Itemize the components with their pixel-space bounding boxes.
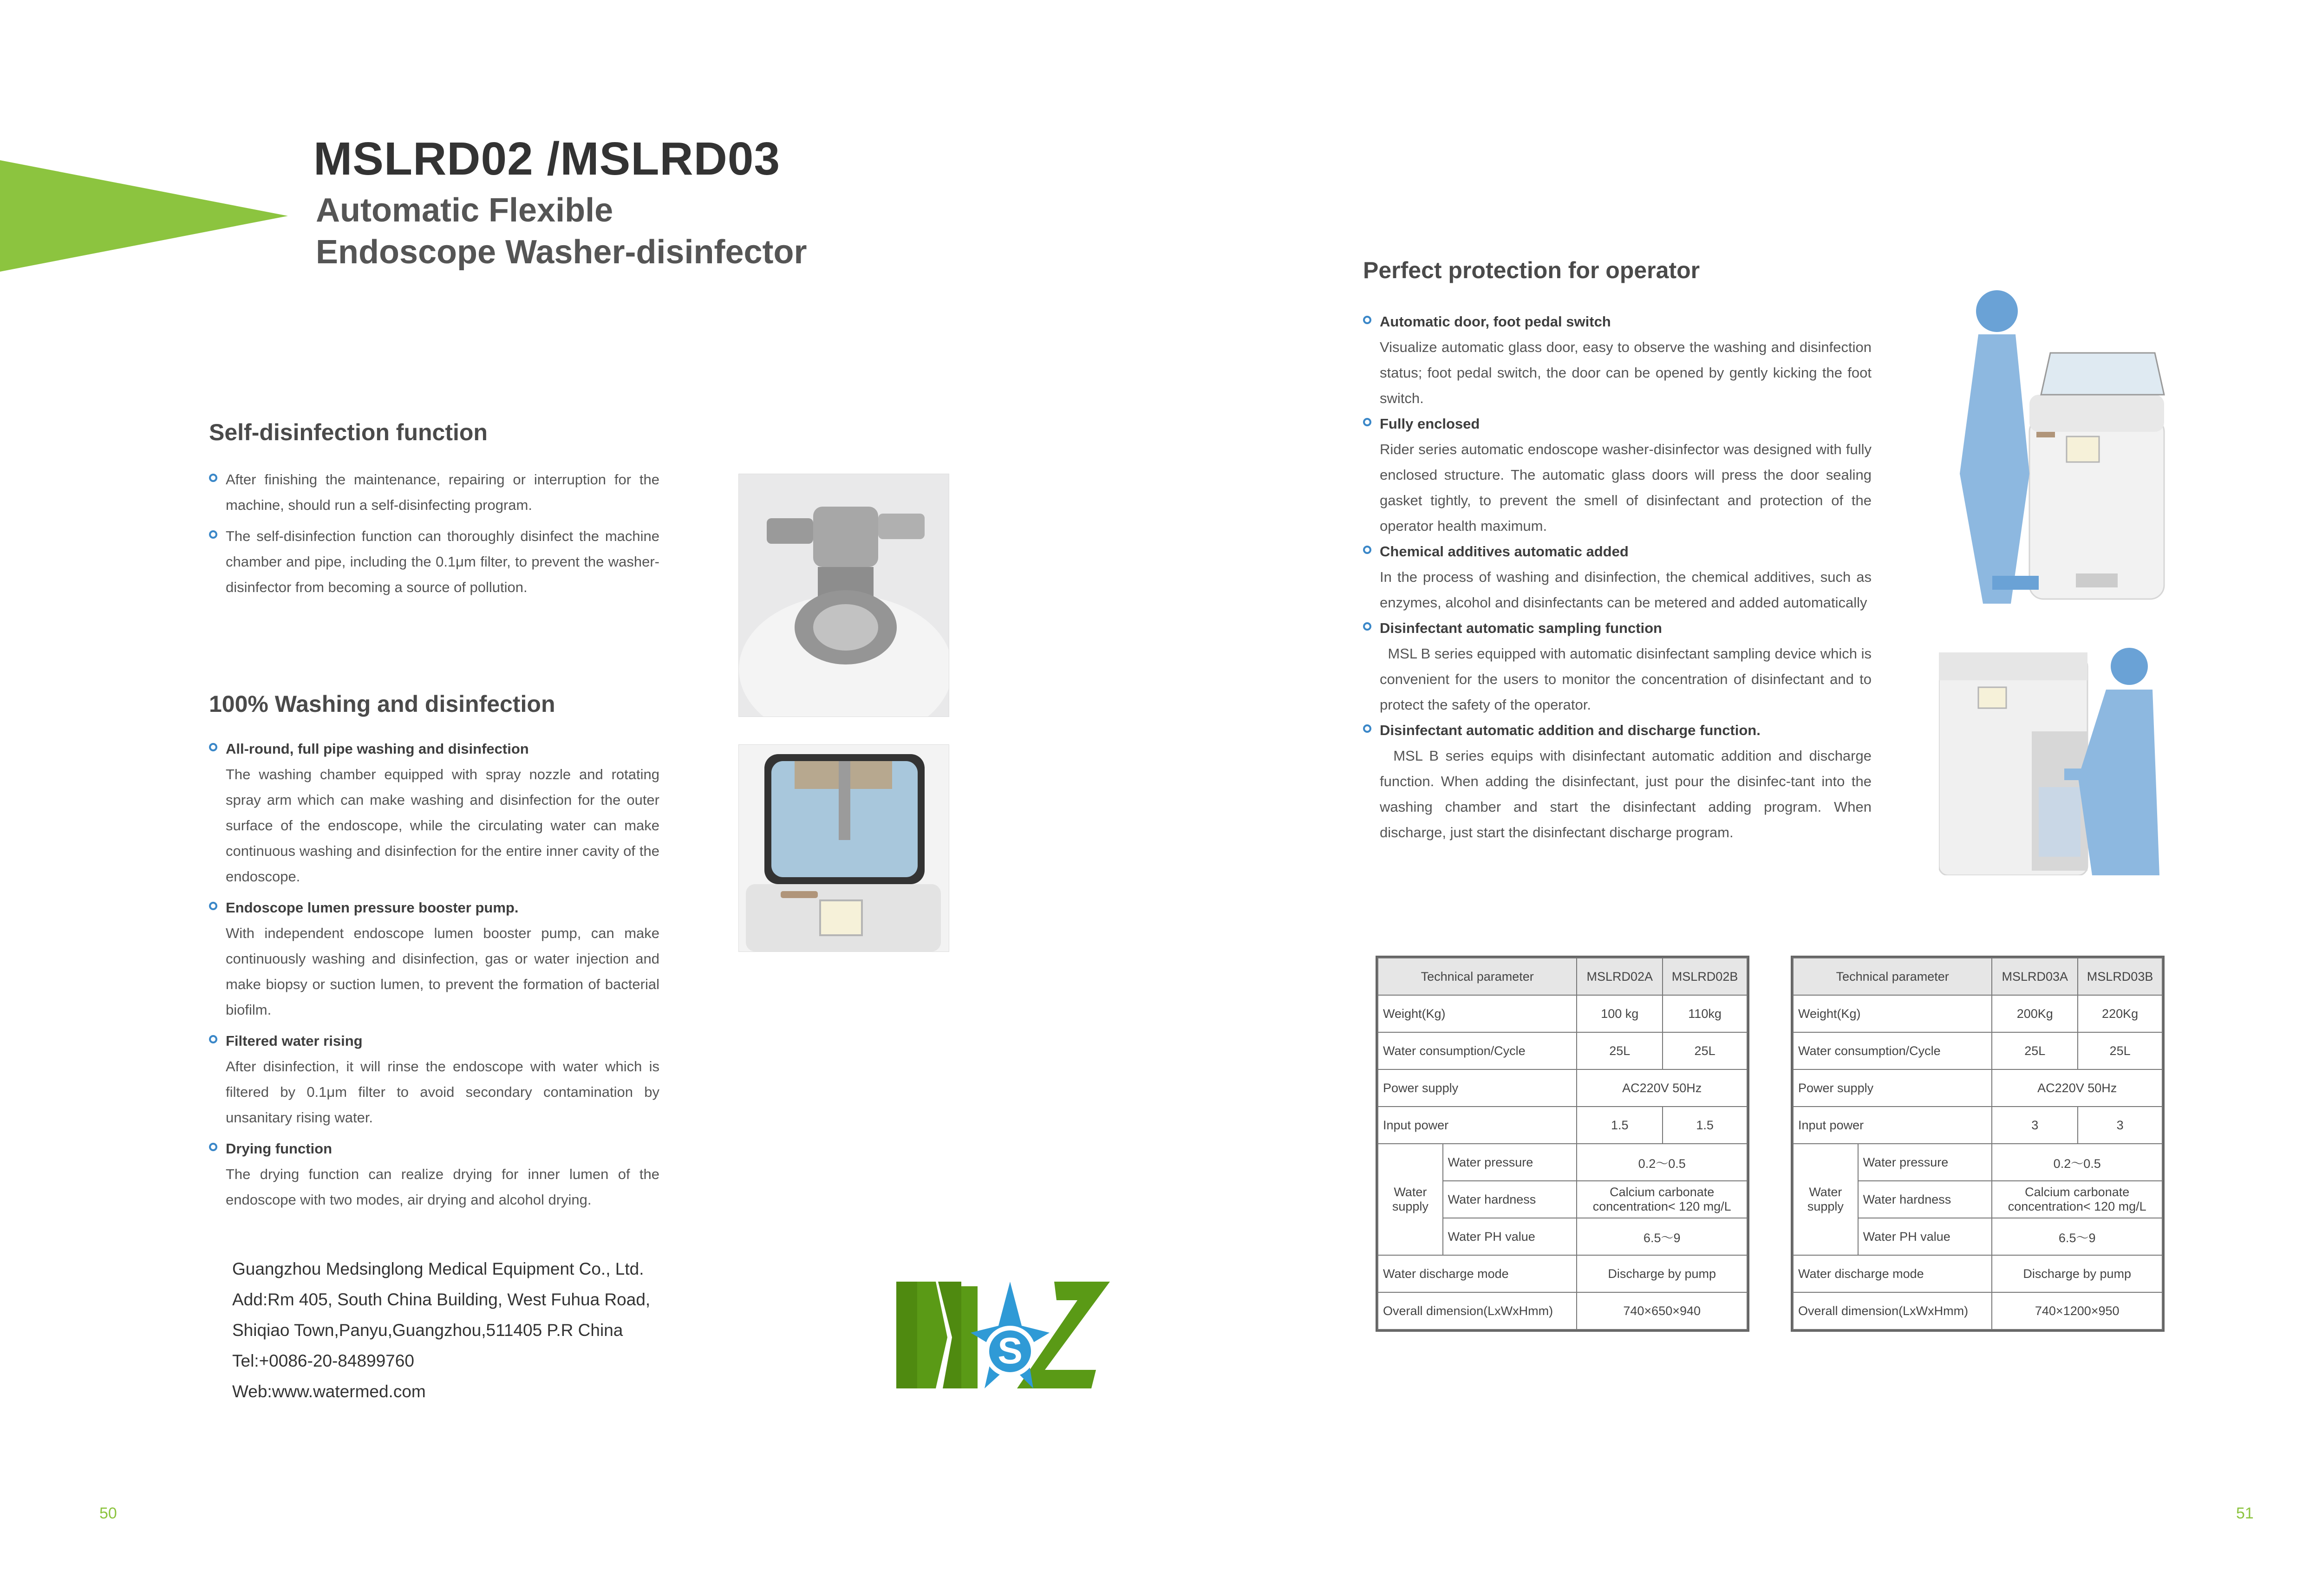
table-cell: Water supply bbox=[1793, 1144, 1858, 1255]
table-header-row bbox=[1378, 958, 1747, 995]
logo-letter: S bbox=[998, 1330, 1023, 1371]
table-cell: Input power bbox=[1378, 1107, 1577, 1144]
table-row bbox=[1378, 1144, 1747, 1181]
table-cell: 25L bbox=[1577, 1032, 1663, 1069]
table-cell: Water discharge mode bbox=[1378, 1255, 1577, 1292]
company-address-line-1: Add:Rm 405, South China Building, West Fuhua Road, bbox=[232, 1290, 651, 1309]
table-cell: Water consumption/Cycle bbox=[1793, 1032, 1992, 1069]
table-cell: Input power bbox=[1793, 1107, 1992, 1144]
table-cell: Water PH value bbox=[1443, 1218, 1577, 1255]
table-header-cell: Technical parameter bbox=[1793, 958, 1992, 995]
table-header-cell: MSLRD03B bbox=[2078, 958, 2162, 995]
table-row bbox=[1378, 1255, 1747, 1292]
table-row bbox=[1793, 1069, 2162, 1107]
table-cell: Weight(Kg) bbox=[1793, 995, 1992, 1032]
table-row bbox=[1793, 1292, 2162, 1329]
company-website: Web:www.watermed.com bbox=[232, 1382, 426, 1401]
company-name: Guangzhou Medsinglong Medical Equipment Co., Ltd. bbox=[232, 1259, 644, 1278]
spec-table-mslrd02 bbox=[1377, 958, 1748, 1330]
operator-foot-pedal-illustration bbox=[1950, 279, 2169, 604]
bullet-icon bbox=[1363, 622, 1371, 631]
table-cell: Discharge by pump bbox=[1992, 1255, 2162, 1292]
table-cell: Discharge by pump bbox=[1577, 1255, 1747, 1292]
table-row bbox=[1378, 1032, 1747, 1069]
table-cell: Overall dimension(LxWxHmm) bbox=[1378, 1292, 1577, 1329]
washing-features-list bbox=[209, 736, 659, 1212]
list-item: After finishing the maintenance, repairing or interruption for the machine, should run a self-disinfecting program. bbox=[209, 467, 659, 518]
table-cell: 1.5 bbox=[1577, 1107, 1663, 1144]
table-row bbox=[1378, 995, 1747, 1032]
sampling-device-photo bbox=[1939, 638, 2159, 875]
washing-disinfection-title: 100% Washing and disinfection bbox=[209, 691, 555, 717]
table-header-cell: MSLRD02B bbox=[1663, 958, 1747, 995]
table-cell: 25L bbox=[2078, 1032, 2162, 1069]
list-item: Fully enclosed Rider series automatic endoscope washer-disinfector was designed with fully enclosed structure. The automatic glass doors will press the door sealing gasket tightly, to prevent the smell of disinfectant and protection of the operator health maximum. bbox=[1363, 411, 1872, 539]
table-cell: 0.2～0.5 bbox=[1992, 1144, 2162, 1181]
table-cell: 6.5～9 bbox=[1992, 1218, 2162, 1255]
bullet-icon bbox=[209, 902, 217, 910]
table-cell: 740×650×940 bbox=[1577, 1292, 1747, 1329]
list-item: Filtered water rising After disinfection, it will rinse the endoscope with water which is filtered by 0.1μm filter to avoid secondary contamination by unsanitary rising water. bbox=[209, 1028, 659, 1130]
msl-logo bbox=[896, 1282, 1110, 1393]
bullet-icon bbox=[1363, 724, 1371, 733]
operator-protection-title: Perfect protection for operator bbox=[1363, 257, 1700, 283]
table-cell: Calcium carbonate concentration< 120 mg/L bbox=[1577, 1181, 1747, 1218]
page-number-left: 50 bbox=[99, 1505, 117, 1522]
bullet-icon bbox=[1363, 546, 1371, 554]
table-cell: 110kg bbox=[1663, 995, 1747, 1032]
list-item: Automatic door, foot pedal switch Visualize automatic glass door, easy to observe the washing and disinfection status; foot pedal switch, the door can be opened by gently kicking the foot switch. bbox=[1363, 309, 1872, 411]
self-disinfection-list bbox=[209, 467, 659, 600]
table-cell: AC220V 50Hz bbox=[1577, 1069, 1747, 1107]
self-disinfection-title: Self-disinfection function bbox=[209, 419, 488, 445]
table-cell: Power supply bbox=[1378, 1069, 1577, 1107]
table-cell: Water discharge mode bbox=[1793, 1255, 1992, 1292]
table-cell: 3 bbox=[2078, 1107, 2162, 1144]
company-info bbox=[232, 1254, 650, 1407]
table-row bbox=[1378, 1292, 1747, 1329]
table-row bbox=[1793, 995, 2162, 1032]
company-phone: Tel:+0086-20-84899760 bbox=[232, 1351, 414, 1370]
bullet-icon bbox=[209, 530, 217, 539]
table-cell: Power supply bbox=[1793, 1069, 1992, 1107]
bullet-icon bbox=[209, 1143, 217, 1151]
table-cell: Weight(Kg) bbox=[1378, 995, 1577, 1032]
bullet-icon bbox=[209, 743, 217, 751]
table-cell: 740×1200×950 bbox=[1992, 1292, 2162, 1329]
table-cell: 220Kg bbox=[2078, 995, 2162, 1032]
table-row bbox=[1793, 1255, 2162, 1292]
washing-chamber-photo bbox=[738, 744, 949, 952]
operator-foot-pedal-photo bbox=[1950, 279, 2169, 604]
table-cell: 3 bbox=[1992, 1107, 2078, 1144]
table-cell: 25L bbox=[1663, 1032, 1747, 1069]
company-address-line-2: Shiqiao Town,Panyu,Guangzhou,511405 P.R China bbox=[232, 1321, 623, 1340]
product-subtitle bbox=[316, 189, 807, 273]
table-cell: Overall dimension(LxWxHmm) bbox=[1793, 1292, 1992, 1329]
table-cell: 25L bbox=[1992, 1032, 2078, 1069]
table-cell: Water pressure bbox=[1443, 1144, 1577, 1181]
table-row bbox=[1793, 1107, 2162, 1144]
bullet-icon bbox=[209, 474, 217, 482]
bullet-icon bbox=[1363, 418, 1371, 426]
subtitle-line-1: Automatic Flexible bbox=[316, 192, 613, 229]
list-item: The self-disinfection function can thoroughly disinfect the machine chamber and pipe, including the 0.1μm filter, to prevent the washer-disinfector from becoming a source of pollution. bbox=[209, 523, 659, 600]
table-cell: Water pressure bbox=[1858, 1144, 1992, 1181]
list-item: Endoscope lumen pressure booster pump. With independent endoscope lumen booster pump, can make continuously washing and disinfection, gas or water injection and make biopsy or suction lumen, to prevent the formation of bacterial biofilm. bbox=[209, 895, 659, 1023]
washing-chamber-illustration bbox=[739, 745, 949, 951]
list-item: Chemical additives automatic added In the process of washing and disinfection, the chemical additives, such as enzymes, alcohol and disinfectants can be metered and added automatically bbox=[1363, 539, 1872, 615]
table-cell: 200Kg bbox=[1992, 995, 2078, 1032]
table-cell: Water consumption/Cycle bbox=[1378, 1032, 1577, 1069]
table-cell: 0.2～0.5 bbox=[1577, 1144, 1747, 1181]
table-row bbox=[1378, 1107, 1747, 1144]
table-header-cell: MSLRD03A bbox=[1992, 958, 2078, 995]
table-row bbox=[1793, 1144, 2162, 1181]
table-cell: 100 kg bbox=[1577, 995, 1663, 1032]
subtitle-line-2: Endoscope Washer-disinfector bbox=[316, 234, 807, 271]
table-header-cell: MSLRD02A bbox=[1577, 958, 1663, 995]
table-cell: Water hardness bbox=[1443, 1181, 1577, 1218]
table-cell: 1.5 bbox=[1663, 1107, 1747, 1144]
table-header-row bbox=[1793, 958, 2162, 995]
nozzle-photo bbox=[738, 474, 949, 717]
product-model-title: MSLRD02 /MSLRD03 bbox=[313, 133, 781, 185]
table-cell: AC220V 50Hz bbox=[1992, 1069, 2162, 1107]
list-item: All-round, full pipe washing and disinfection The washing chamber equipped with spray nozzle and rotating spray arm which can make washing and disinfection for the outer surface of the endoscope, while the circulating water can make continuous washing and disinfection for the entire inner cavity of the endoscope. bbox=[209, 736, 659, 889]
page-number-right: 51 bbox=[2236, 1505, 2254, 1522]
nozzle-illustration bbox=[739, 474, 949, 717]
list-item: Drying function The drying function can realize drying for inner lumen of the endoscope with two modes, air drying and alcohol drying. bbox=[209, 1136, 659, 1212]
table-cell: 6.5～9 bbox=[1577, 1218, 1747, 1255]
spec-table-mslrd03 bbox=[1793, 958, 2163, 1330]
list-item: Disinfectant automatic sampling function MSL B series equipped with automatic disinfectant sampling device which is convenient for the users to monitor the concentration of disinfectant and to protect the safety of the operator. bbox=[1363, 615, 1872, 717]
table-cell: Calcium carbonate concentration< 120 mg/L bbox=[1992, 1181, 2162, 1218]
sampling-device-illustration bbox=[1939, 638, 2159, 875]
bullet-icon bbox=[209, 1035, 217, 1043]
table-header-cell: Technical parameter bbox=[1378, 958, 1577, 995]
table-row bbox=[1378, 1069, 1747, 1107]
msl-logo-graphic bbox=[896, 1282, 1110, 1393]
green-triangle-accent bbox=[0, 160, 288, 272]
bullet-icon bbox=[1363, 316, 1371, 324]
table-cell: Water supply bbox=[1378, 1144, 1443, 1255]
table-cell: Water PH value bbox=[1858, 1218, 1992, 1255]
list-item: Disinfectant automatic addition and discharge function. MSL B series equips with disinfectant automatic addition and discharge function. When adding the disinfectant, just pour the disinfec-tant into the washing chamber and start the disinfectant adding program. When discharge, just start the disinfectant discharge program. bbox=[1363, 717, 1872, 845]
table-cell: Water hardness bbox=[1858, 1181, 1992, 1218]
operator-protection-list bbox=[1363, 309, 1876, 845]
table-row bbox=[1793, 1032, 2162, 1069]
